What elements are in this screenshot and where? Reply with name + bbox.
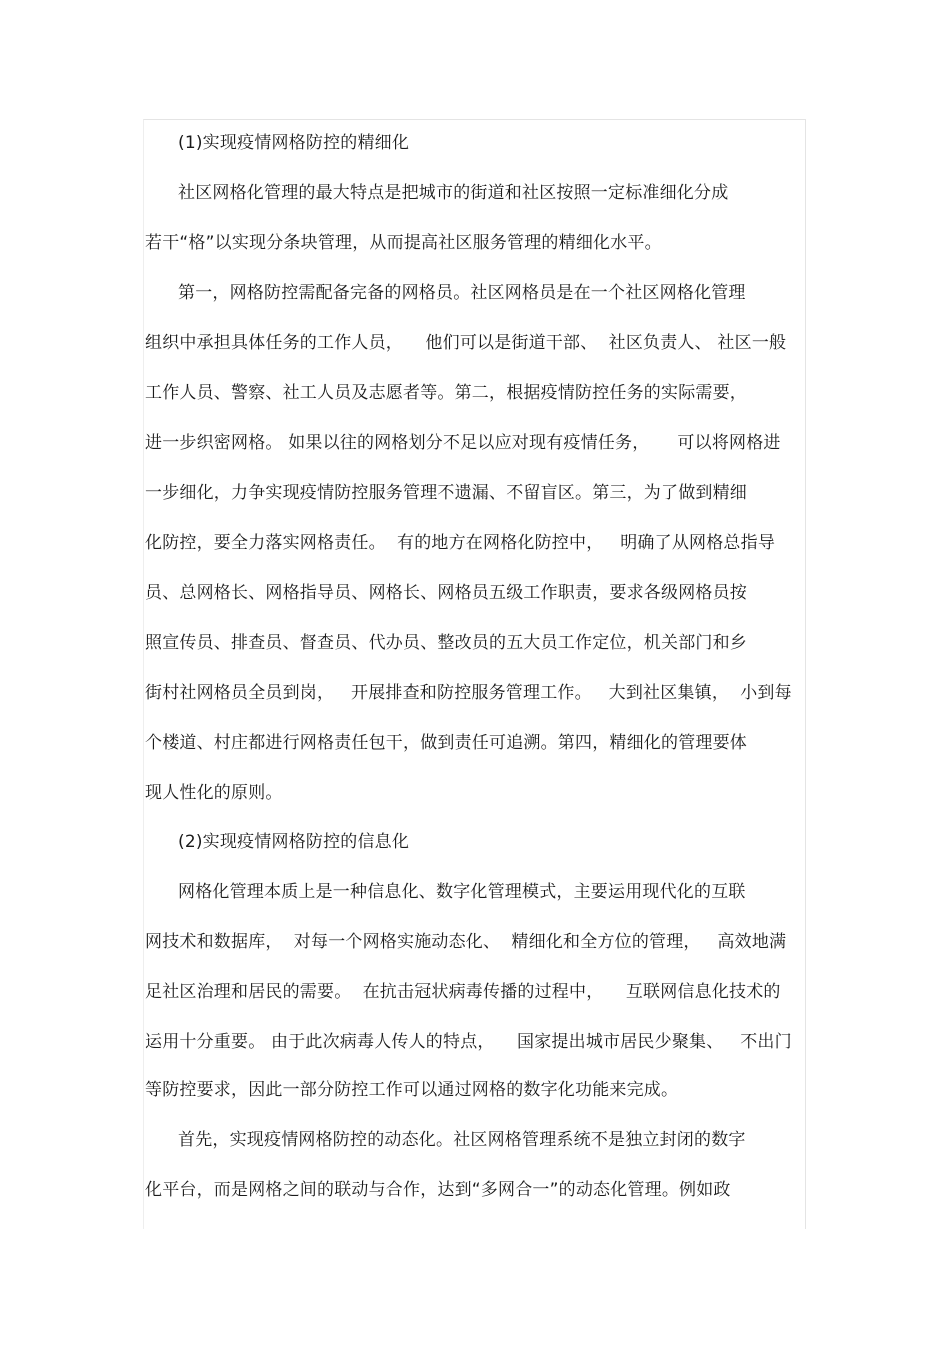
text-line: 个楼道、村庄都进行网格责任包干，做到责任可追溯。第四，精细化的管理要体 bbox=[145, 733, 747, 753]
text-line: 组织中承担具体任务的工作人员， 他们可以是街道干部、 社区负责人、 社区一般 bbox=[145, 333, 787, 353]
text-line: 等防控要求，因此一部分防控工作可以通过网格的数字化功能来完成。 bbox=[145, 1080, 679, 1100]
text-line: 照宣传员、排查员、督查员、代办员、整改员的五大员工作定位，机关部门和乡 bbox=[145, 633, 747, 653]
text-line: 若干“格”以实现分条块管理，从而提高社区服务管理的精细化水平。 bbox=[145, 233, 662, 253]
text-line: 街村社网格员全员到岗， 开展排查和防控服务管理工作。 大到社区集镇， 小到每 bbox=[145, 683, 792, 703]
text-line: 现人性化的原则。 bbox=[145, 783, 283, 803]
text-line: 网格化管理本质上是一种信息化、数字化管理模式，主要运用现代化的互联 bbox=[178, 882, 746, 902]
text-line: 足社区治理和居民的需要。 在抗击冠状病毒传播的过程中， 互联网信息化技术的 bbox=[145, 982, 781, 1002]
text-line: 工作人员、警察、社工人员及志愿者等。第二，根据疫情防控任务的实际需要， bbox=[145, 383, 747, 403]
text-line: 进一步织密网格。 如果以往的网格划分不足以应对现有疫情任务， 可以将网格进 bbox=[145, 433, 781, 453]
text-line: 一步细化，力争实现疫情防控服务管理不遗漏、不留盲区。第三，为了做到精细 bbox=[145, 483, 747, 503]
text-line: 化平台，而是网格之间的联动与合作，达到“多网合一”的动态化管理。例如政 bbox=[145, 1180, 731, 1200]
text-line: 化防控，要全力落实网格责任。 有的地方在网格化防控中， 明确了从网格总指导 bbox=[145, 533, 776, 553]
text-line: 第一，网格防控需配备完备的网格员。社区网格员是在一个社区网格化管理 bbox=[178, 283, 746, 303]
text-line: 首先，实现疫情网格防控的动态化。社区网格管理系统不是独立封闭的数字 bbox=[178, 1130, 746, 1150]
text-line: 网技术和数据库， 对每一个网格实施动态化、 精细化和全方位的管理， 高效地满 bbox=[145, 932, 787, 952]
text-line: 员、总网格长、网格指导员、网格长、网格员五级工作职责，要求各级网格员按 bbox=[145, 583, 747, 603]
section-heading-1: (1)实现疫情网格防控的精细化 bbox=[178, 133, 410, 153]
text-line: 运用十分重要。 由于此次病毒人传人的特点， 国家提出城市居民少聚集、 不出门 bbox=[145, 1032, 792, 1052]
section-heading-2: (2)实现疫情网格防控的信息化 bbox=[178, 832, 410, 852]
text-line: 社区网格化管理的最大特点是把城市的街道和社区按照一定标准细化分成 bbox=[178, 183, 729, 203]
